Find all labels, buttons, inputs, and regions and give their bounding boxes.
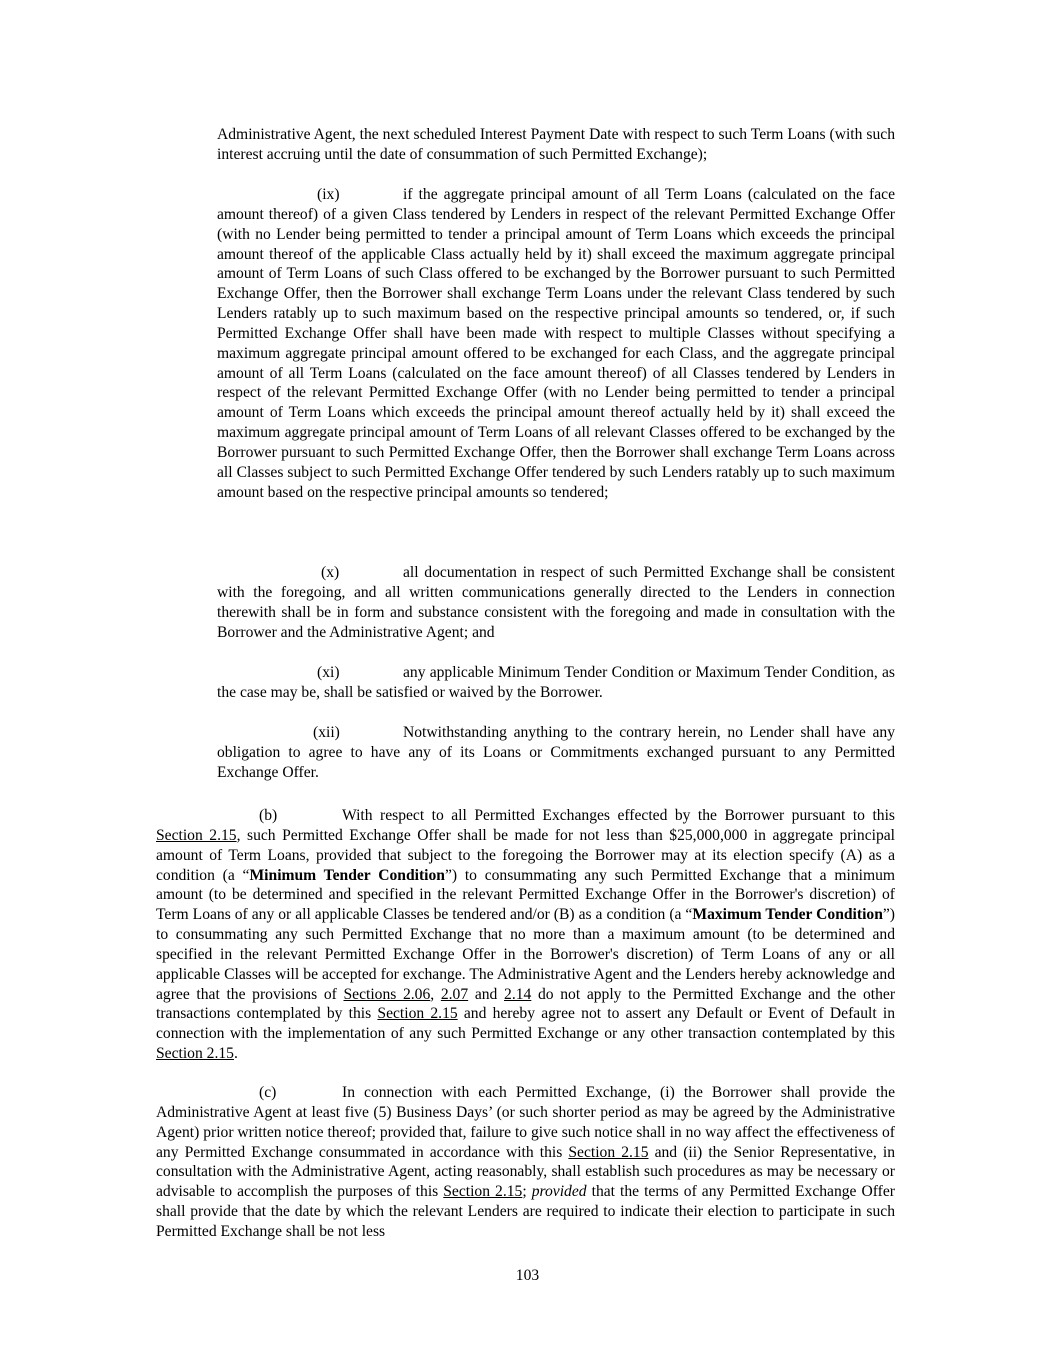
page-number: 103 (515, 1267, 540, 1284)
clause-text-ix: if the aggregate principal amount of all Term Loans (calculated on the face amount thereof) of a given Class tendered by Lenders in respect of the relevant Permitted Exchange Offer (with no Lender being permitted to tender a principal amount of Term Loans which exceeds the principal amount thereof of the applicable Class actually held by it) shall exceed the maximum aggregate principal amount of Term Loans of such Class offered to be exchanged by the Borrower pursuant to such Permitted Exchange Offer, then the Borrower shall exchange Term Loans under the relevant Class tendered by such Lenders ratably up to such maximum based on the respective principal amounts so tendered, or, if such Permitted Exchange Offer shall have been made with respect to multiple Classes without specifying a maximum aggregate principal amount offered to be exchanged for each Class, and the aggregate principal amount of all Term Loans (calculated on the face amount thereof) of all Classes tendered by Lenders in respect of the relevant Permitted Exchange Offer (with no Lender being permitted to tender a principal amount of Term Loans which exceeds the principal amount thereof actually held by it) shall exceed the maximum aggregate principal amount of Term Loans of all relevant Classes offered to be exchanged by the Borrower pursuant to such Permitted Exchange Offer, then the Borrower shall exchange Term Loans across all Classes subject to such Permitted Exchange Offer tendered by such Lenders ratably up to such maximum amount based on the respective principal amounts so tendered; (217, 186, 895, 501)
paragraph-c: (c) In connection with each Permitted Exchange, (i) the Borrower shall provide the Administrative Agent at least five (5) Business Days’ (or such shorter period as may be agreed by the Administrative Agent) prior written notice thereof; provided that, failure to give such notice shall in no way affect the effectiveness of any Permitted Exchange consummated in accordance with this Section 2.15 and (ii) the Senior Representative, in consultation with the Administrative Agent, acting reasonably, shall establish such procedures as may be necessary or advisable to accomplish the purposes of this Section 2.15; provided that the terms of any Permitted Exchange Offer shall provide that the date by which the relevant Lenders are required to indicate their election to participate in such Permitted Exchange shall be not less (156, 1084, 896, 1240)
section-reference[interactable]: 2.07 (440, 985, 469, 1003)
paragraph-xi (217, 663, 895, 703)
clause-label-c: (c) (259, 1084, 277, 1101)
clause-text-xii: Notwithstanding anything to the contrary herein, no Lender shall have any obligation to agree to have any of its Loans or Commitments exchanged pursuant to any Permitted Exchange Offer. (217, 724, 895, 781)
clause-text-x: all documentation in respect of such Permitted Exchange shall be consistent with the foregoing, and all written communications generally directed to the Lenders in connection therewith shall be in form and substance consistent with the foregoing and made in consultation with the Borrower and the Administrative Agent; and (217, 564, 895, 641)
section-reference[interactable]: Section 2.15 (568, 1143, 649, 1161)
section-reference[interactable]: Sections 2.06 (343, 985, 431, 1003)
section-reference[interactable]: Section 2.15 (377, 1005, 458, 1023)
clause-label-xi: (xi) (317, 664, 340, 681)
clause-label-b: (b) (259, 807, 278, 824)
defined-term: Maximum Tender Condition (692, 906, 883, 924)
defined-term: Minimum Tender Condition (249, 866, 445, 884)
clause-label-ix: (ix) (317, 186, 340, 203)
paragraph-ix (217, 185, 895, 503)
italic-term: provided (531, 1183, 587, 1201)
clause-label-xii: (xii) (313, 724, 340, 741)
paragraph-continuation: Administrative Agent, the next scheduled Interest Payment Date with respect to such Term Loans (with such interest accruing until the date of consummation of such Permitted Exchange); (217, 126, 895, 163)
section-reference[interactable]: 2.14 (504, 985, 532, 1003)
paragraph-xii (217, 723, 895, 783)
section-reference[interactable]: Section 2.15 (443, 1183, 523, 1201)
clause-text-xi: any applicable Minimum Tender Condition or Maximum Tender Condition, as the case may be, shall be satisfied or waived by the Borrower. (217, 664, 895, 701)
paragraph-b: (b) With respect to all Permitted Exchanges effected by the Borrower pursuant to this Section 2.15, such Permitted Exchange Offer shall be made for not less than $25,000,000 in aggregate principal amount of Term Loans, provided that subject to the foregoing the Borrower may at its election specify (A) as a condition (a “Minimum Tender Condition”) to consummating any such Permitted Exchange that a minimum amount (to be determined and specified in the relevant Permitted Exchange Offer in the Borrower's discretion) of Term Loans of any or all applicable Classes be tendered and/or (B) as a condition (a “Maximum Tender Condition”) to consummating any such Permitted Exchange that no more than a maximum amount (to be determined and specified in the relevant Permitted Exchange Offer in the Borrower's discretion) of Term Loans of any or all applicable Classes will be accepted for exchange. The Administrative Agent and the Lenders hereby acknowledge and agree that the provisions of Sections 2.06, 2.07 and 2.14 do not apply to the Permitted Exchange and the other transactions contemplated by this Section 2.15 and hereby agree not to assert any Default or Event of Default in connection with the implementation of any such Permitted Exchange or any other transaction contemplated by this Section 2.15. (156, 807, 896, 1063)
clause-label-x: (x) (321, 564, 340, 581)
section-reference[interactable]: Section 2.15 (156, 826, 237, 844)
paragraph-x (217, 563, 895, 642)
section-reference[interactable]: Section 2.15 (156, 1045, 234, 1063)
